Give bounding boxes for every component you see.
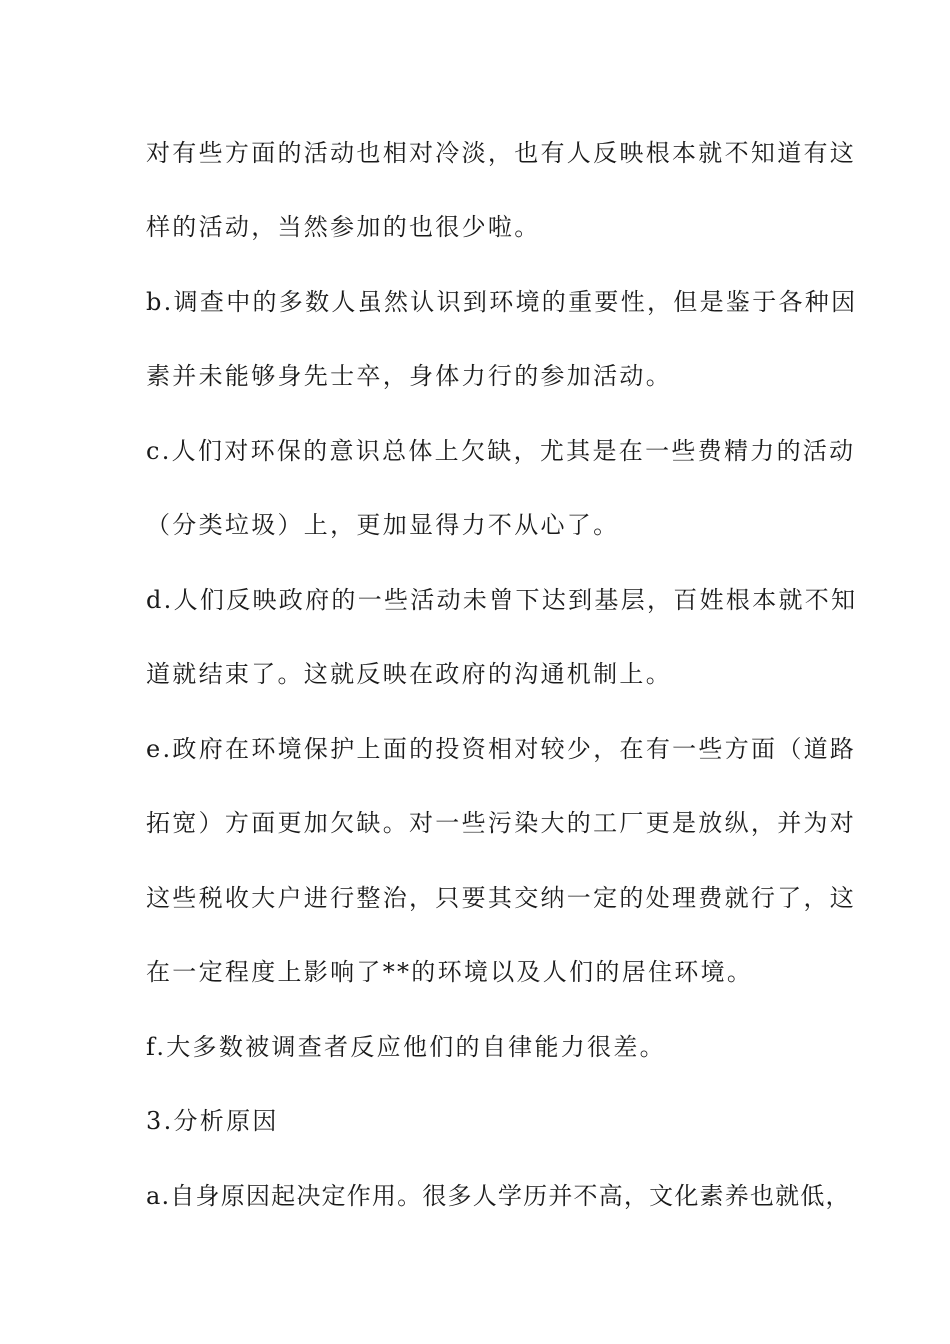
text-line: 拓宽）方面更加欠缺。对一些污染大的工厂更是放纵，并为对 <box>146 809 857 837</box>
text-line: a.自身原因起决定作用。很多人学历并不高，文化素养也就低， <box>146 1182 851 1210</box>
text-line: d.人们反映政府的一些活动未曾下达到基层，百姓根本就不知 <box>146 586 858 614</box>
section-heading: 3.分析原因 <box>146 1107 279 1135</box>
text-line: 道就结束了。这就反映在政府的沟通机制上。 <box>146 660 672 688</box>
text-line: e.政府在环境保护上面的投资相对较少，在有一些方面（道路 <box>146 735 857 763</box>
text-line: 对有些方面的活动也相对冷淡，也有人反映根本就不知道有这 <box>146 139 857 167</box>
text-line: 在一定程度上影响了**的环境以及人们的居住环境。 <box>146 958 754 986</box>
text-line: 这些税收大户进行整治，只要其交纳一定的处理费就行了，这 <box>146 884 857 912</box>
text-line: （分类垃圾）上，更加显得力不从心了。 <box>146 511 620 539</box>
text-line: f.大多数被调查者反应他们的自律能力很差。 <box>146 1033 666 1061</box>
text-line: c.人们对环保的意识总体上欠缺，尤其是在一些费精力的活动 <box>146 437 856 465</box>
text-line: 素并未能够身先士卒，身体力行的参加活动。 <box>146 362 672 390</box>
text-line: 样的活动，当然参加的也很少啦。 <box>146 213 541 241</box>
text-line: b.调查中的多数人虽然认识到环境的重要性，但是鉴于各种因 <box>146 288 858 316</box>
